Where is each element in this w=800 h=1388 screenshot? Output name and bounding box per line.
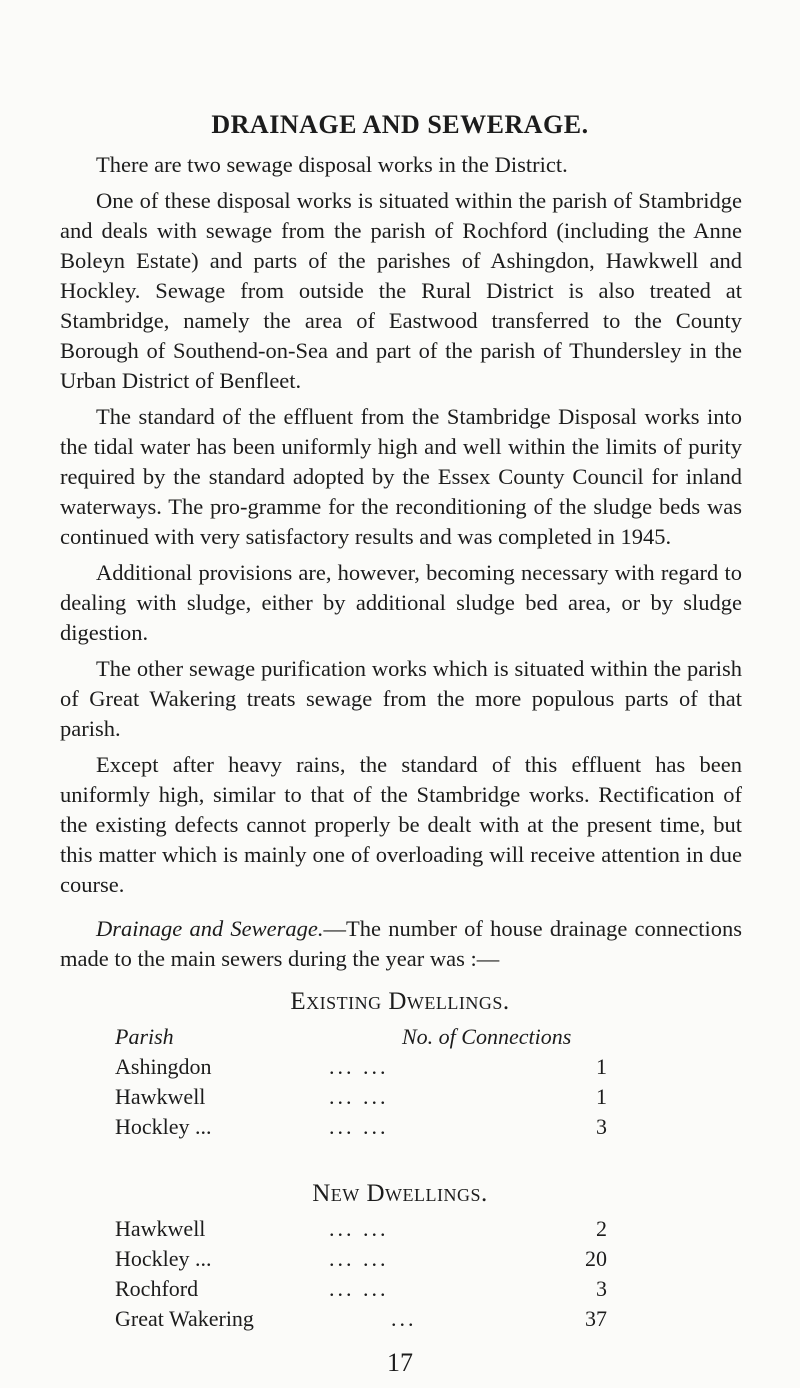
table-row bbox=[115, 1244, 755, 1274]
connection-count: 3 bbox=[596, 1114, 607, 1139]
leader-dots: ... ... bbox=[329, 1114, 389, 1139]
table-row bbox=[115, 1304, 755, 1334]
existing-dwellings-table bbox=[115, 1022, 755, 1142]
leader-dots: ... bbox=[391, 1306, 417, 1331]
leader-dots: ... ... bbox=[329, 1054, 389, 1079]
connection-count: 1 bbox=[596, 1054, 607, 1079]
new-dwellings-table bbox=[115, 1214, 755, 1334]
drainage-text: —The number of house drainage connections made to the main sewers during the year was :— bbox=[60, 916, 742, 971]
paragraph: Additional provisions are, however, becoming necessary with regard to dealing with sludge, either by additional sludge bed area, or by sludge digestion. bbox=[60, 560, 742, 645]
paragraph: Except after heavy rains, the standard of this effluent has been uniformly high, similar to that of the Stambridge works. Rectification of the existing defects cannot properly be dealt with at the present time, but this matter which is mainly one of overloading will receive attention in due course. bbox=[60, 752, 742, 897]
parish-name: Hawkwell bbox=[115, 1216, 206, 1241]
leader-dots: ... ... bbox=[329, 1216, 389, 1241]
connection-count: 20 bbox=[585, 1246, 607, 1271]
connection-count: 2 bbox=[596, 1216, 607, 1241]
col-connections: No. of Connections bbox=[402, 1024, 572, 1049]
leader-dots: ... ... bbox=[329, 1246, 389, 1271]
table-row bbox=[115, 1112, 755, 1142]
drainage-paragraph bbox=[60, 914, 742, 974]
leader-dots: ... ... bbox=[329, 1276, 389, 1301]
table-row bbox=[115, 1082, 755, 1112]
parish-name: Rochford bbox=[115, 1276, 199, 1301]
table-row bbox=[115, 1052, 755, 1082]
new-dwellings-title: New Dwellings. bbox=[312, 1180, 488, 1207]
leader-dots: ... ... bbox=[329, 1084, 389, 1109]
parish-name: Great Wakering bbox=[115, 1306, 254, 1331]
paragraph: The standard of the effluent from the Stambridge Disposal works into the tidal water has been uniformly high and well within the limits of purity required by the standard adopted by the Essex County Council for inland waterways. The pro-gramme for the reconditioning of the sludge beds was continued with very satisfactory results and was completed in 1945. bbox=[60, 404, 742, 549]
existing-dwellings-title: Existing Dwellings. bbox=[290, 988, 510, 1015]
table-row bbox=[115, 1214, 755, 1244]
parish-name: Hockley ... bbox=[115, 1114, 212, 1139]
parish-name: Hawkwell bbox=[115, 1084, 206, 1109]
page-heading: DRAINAGE AND SEWERAGE. bbox=[211, 110, 589, 139]
table-header bbox=[115, 1022, 755, 1052]
connection-count: 37 bbox=[585, 1306, 607, 1331]
page-number: 17 bbox=[387, 1348, 413, 1377]
connection-count: 1 bbox=[596, 1084, 607, 1109]
connection-count: 3 bbox=[596, 1276, 607, 1301]
drainage-lead: Drainage and Sewerage. bbox=[96, 916, 324, 941]
body-text bbox=[60, 150, 742, 980]
paragraph: There are two sewage disposal works in the District. bbox=[96, 152, 568, 177]
paragraph: The other sewage purification works which is situated within the parish of Great Wakering treats sewage from the more populous parts of that parish. bbox=[60, 656, 742, 741]
parish-name: Ashingdon bbox=[115, 1054, 212, 1079]
table-row bbox=[115, 1274, 755, 1304]
parish-name: Hockley ... bbox=[115, 1246, 212, 1271]
paragraph: One of these disposal works is situated within the parish of Stambridge and deals with sewage from the parish of Rochford (including the Anne Boleyn Estate) and parts of the parishes of Ashingdon, Hawkwell and Hockley. Sewage from outside the Rural District is also treated at Stambridge, namely the area of Eastwood transferred to the County Borough of Southend-on-Sea and part of the parish of Thundersley in the Urban District of Benfleet. bbox=[60, 188, 742, 393]
col-parish: Parish bbox=[115, 1024, 174, 1049]
